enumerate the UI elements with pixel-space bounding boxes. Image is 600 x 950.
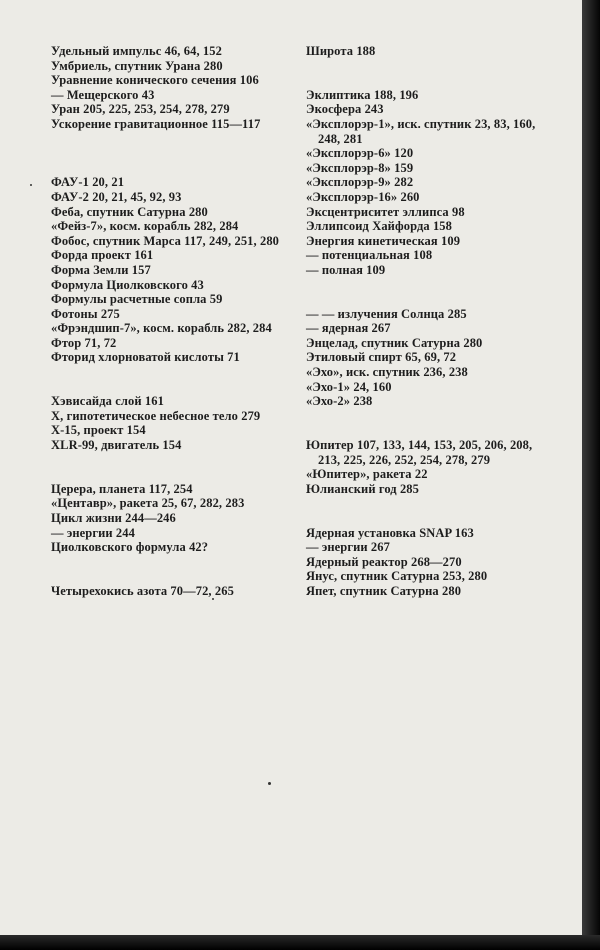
- scan-edge-bottom: [0, 935, 600, 950]
- index-entry: «Эксплорэр-8» 159: [306, 160, 414, 175]
- index-entry: Экосфера 243: [306, 102, 384, 117]
- index-entry: Ядерная установка SNAP 163: [306, 525, 474, 540]
- index-entry: Фобос, спутник Марса 117, 249, 251, 280: [51, 233, 280, 248]
- index-entry: Фотоны 275: [51, 306, 120, 321]
- index-entry: — потенциальная 108: [306, 248, 433, 263]
- index-entry: Юпитер 107, 133, 144, 153, 205, 206, 208, 213, 225, 226, 252, 254, 278, 279: [306, 438, 533, 467]
- scan-speck: [30, 184, 32, 186]
- index-entry: — энергии 267: [306, 540, 390, 555]
- index-entry: Феба, спутник Сатурна 280: [51, 204, 208, 219]
- index-entry: Четырехокись азота 70—72, 265: [51, 583, 234, 598]
- index-entry: X-15, проект 154: [51, 423, 146, 438]
- index-entry: Уран 205, 225, 253, 254, 278, 279: [51, 102, 230, 117]
- index-entry: «Эксплорэр-16» 260: [306, 189, 420, 204]
- index-entry: Форма Земли 157: [51, 262, 151, 277]
- index-entry: Япет, спутник Сатурна 280: [306, 583, 462, 598]
- index-entry: Уравнение конического сечения 106: [51, 73, 259, 88]
- index-entry: «Эхо-1» 24, 160: [306, 379, 392, 394]
- index-entry: «Центавр», ракета 25, 67, 282, 283: [51, 496, 245, 511]
- index-entry: Фтор 71, 72: [51, 335, 117, 350]
- index-entry: Фторид хлорноватой кислоты 71: [51, 350, 240, 365]
- index-entry: Формула Циолковского 43: [51, 277, 204, 292]
- index-entry: Форда проект 161: [51, 248, 154, 263]
- scan-speck: [268, 782, 271, 785]
- index-entry: «Фейз-7», косм. корабль 282, 284: [51, 219, 239, 234]
- index-entry: Энцелад, спутник Сатурна 280: [306, 335, 483, 350]
- index-entry: Эксцентриситет эллипса 98: [306, 204, 465, 219]
- index-entry: «Эксплорэр-1», иск. спутник 23, 83, 160, 248, 281: [306, 116, 536, 146]
- index-entry: Цикл жизни 244—246: [51, 511, 176, 525]
- index-entry: Энергия кинетическая 109: [306, 233, 461, 248]
- index-entry: «Эхо», иск. спутник 236, 238: [306, 365, 468, 380]
- scan-edge-right: [582, 0, 600, 950]
- index-entry: «Юпитер», ракета 22: [306, 467, 428, 482]
- index-entry: X, гипотетическое небесное тело 279: [51, 408, 261, 423]
- index-entry: ФАУ-2 20, 21, 45, 92, 93: [51, 189, 182, 204]
- index-entry: Янус, спутник Сатурна 253, 280: [306, 569, 488, 584]
- index-entry: Циолковского формула 42?: [51, 540, 209, 555]
- index-entry: XLR-99, двигатель 154: [51, 438, 182, 453]
- index-entry: «Эксплорэр-9» 282: [306, 175, 414, 190]
- index-entry: Формулы расчетные сопла 59: [51, 292, 223, 307]
- index-entry: — полная 109: [306, 262, 386, 277]
- index-entry: — — излучения Солнца 285: [306, 306, 467, 321]
- index-entry: «Эксплорэр-6» 120: [306, 146, 414, 161]
- index-entry: Этиловый спирт 65, 69, 72: [306, 350, 457, 365]
- index-entry: Умбриель, спутник Урана 280: [51, 58, 223, 73]
- index-entry: Хэвисайда слой 161: [51, 394, 164, 409]
- index-entry: Ускорение гравитационное 115—117: [51, 116, 261, 131]
- index-column-left: [51, 44, 291, 599]
- index-entry: Юлианский год 285: [306, 481, 420, 496]
- index-entry: — энергии 244: [51, 525, 135, 540]
- index-entry: «Фрэндшип-7», косм. корабль 282, 284: [51, 321, 272, 336]
- index-entry: — ядерная 267: [306, 321, 391, 336]
- index-entry: — Мещерского 43: [51, 87, 155, 102]
- index-entry: ФАУ-1 20, 21: [51, 175, 125, 190]
- index-entry: «Эхо-2» 238: [306, 394, 373, 409]
- index-entry: Ядерный реактор 268—270: [306, 554, 462, 569]
- index-column-right: [306, 44, 550, 599]
- index-entry: Широта 188: [306, 44, 376, 58]
- index-entry: Церера, планета 117, 254: [51, 481, 193, 496]
- index-entry: Эклиптика 188, 196: [306, 87, 419, 102]
- index-entry: Эллипсоид Хайфорда 158: [306, 219, 453, 234]
- index-entry: Удельный импульс 46, 64, 152: [51, 44, 222, 58]
